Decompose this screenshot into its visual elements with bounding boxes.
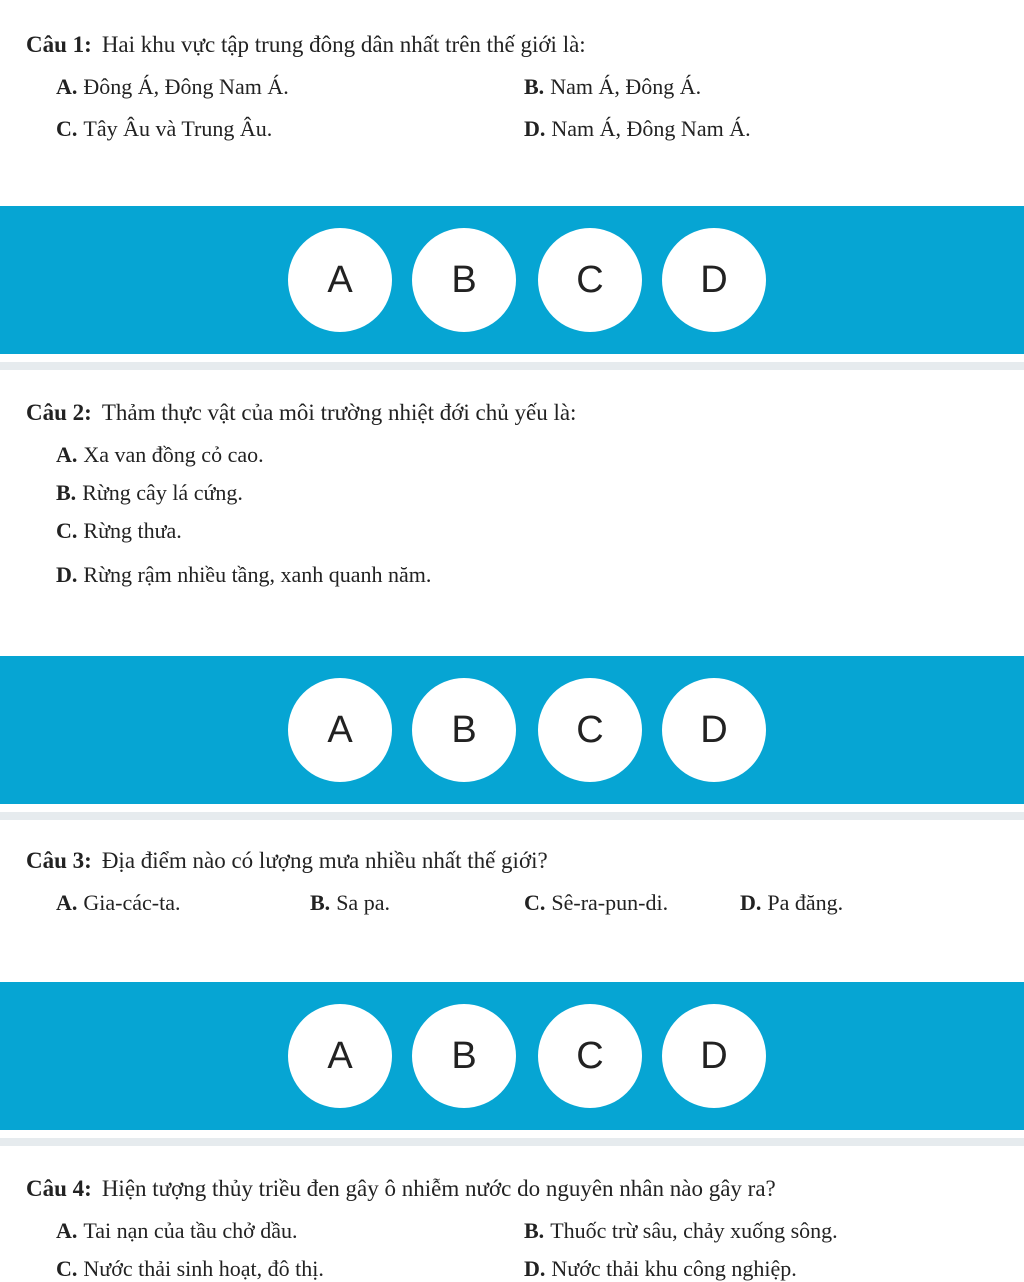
q4-option-b: B. Thuốc trừ sâu, chảy xuống sông. (524, 1218, 838, 1243)
q1-answer-button-b[interactable]: B (412, 228, 516, 332)
q3-answer-button-a[interactable]: A (288, 1004, 392, 1108)
q1-option-a: A. Đông Á, Đông Nam Á. (56, 74, 289, 99)
q1-answer-button-a[interactable]: A (288, 228, 392, 332)
q2-option-b: B. Rừng cây lá cứng. (56, 480, 243, 505)
q2-answer-button-c[interactable]: C (538, 678, 642, 782)
question-4-title (26, 1176, 776, 1202)
question-4-text: Hiện tượng thủy triều đen gây ô nhiễm nước do nguyên nhân nào gây ra? (101, 1176, 776, 1201)
q2-answer-button-d[interactable]: D (662, 678, 766, 782)
question-2-title (26, 400, 576, 426)
q1-answer-button-c[interactable]: C (538, 228, 642, 332)
answer-bar-2 (0, 656, 1024, 804)
q3-option-b: B. Sa pa. (310, 890, 390, 915)
q4-option-d: D. Nước thải khu công nghiệp. (524, 1256, 797, 1281)
q3-answer-button-b[interactable]: B (412, 1004, 516, 1108)
q4-option-c: C. Nước thải sinh hoạt, đô thị. (56, 1256, 324, 1281)
question-1-title (26, 32, 586, 58)
q3-answer-button-c[interactable]: C (538, 1004, 642, 1108)
q2-answer-button-a[interactable]: A (288, 678, 392, 782)
separator (0, 812, 1024, 820)
q1-option-d: D. Nam Á, Đông Nam Á. (524, 116, 751, 141)
question-1-text: Hai khu vực tập trung đông dân nhất trên thế giới là: (101, 32, 586, 57)
q3-option-c: C. Sê-ra-pun-di. (524, 890, 669, 915)
question-1-prefix: Câu 1: (26, 32, 92, 57)
question-2-text: Thảm thực vật của môi trường nhiệt đới chủ yếu là: (101, 400, 577, 425)
q1-option-c: C. Tây Âu và Trung Âu. (56, 116, 273, 141)
answer-bar-3 (0, 982, 1024, 1130)
q2-option-c: C. Rừng thưa. (56, 518, 182, 543)
q2-option-d: D. Rừng rậm nhiều tầng, xanh quanh năm. (56, 562, 432, 587)
q3-option-d: D. Pa đăng. (740, 890, 844, 915)
q1-option-b: B. Nam Á, Đông Á. (524, 74, 702, 99)
separator (0, 362, 1024, 370)
q3-option-a: A. Gia-các-ta. (56, 890, 181, 915)
answer-bar-1 (0, 206, 1024, 354)
question-3-title (26, 848, 548, 874)
question-2-prefix: Câu 2: (26, 400, 92, 425)
question-3-prefix: Câu 3: (26, 848, 92, 873)
separator (0, 1138, 1024, 1146)
question-3-text: Địa điểm nào có lượng mưa nhiều nhất thế giới? (101, 848, 548, 873)
q4-option-a: A. Tai nạn của tầu chở dầu. (56, 1218, 298, 1243)
q2-option-a: A. Xa van đồng cỏ cao. (56, 442, 264, 467)
q1-answer-button-d[interactable]: D (662, 228, 766, 332)
q2-answer-button-b[interactable]: B (412, 678, 516, 782)
q3-answer-button-d[interactable]: D (662, 1004, 766, 1108)
question-4-prefix: Câu 4: (26, 1176, 92, 1201)
